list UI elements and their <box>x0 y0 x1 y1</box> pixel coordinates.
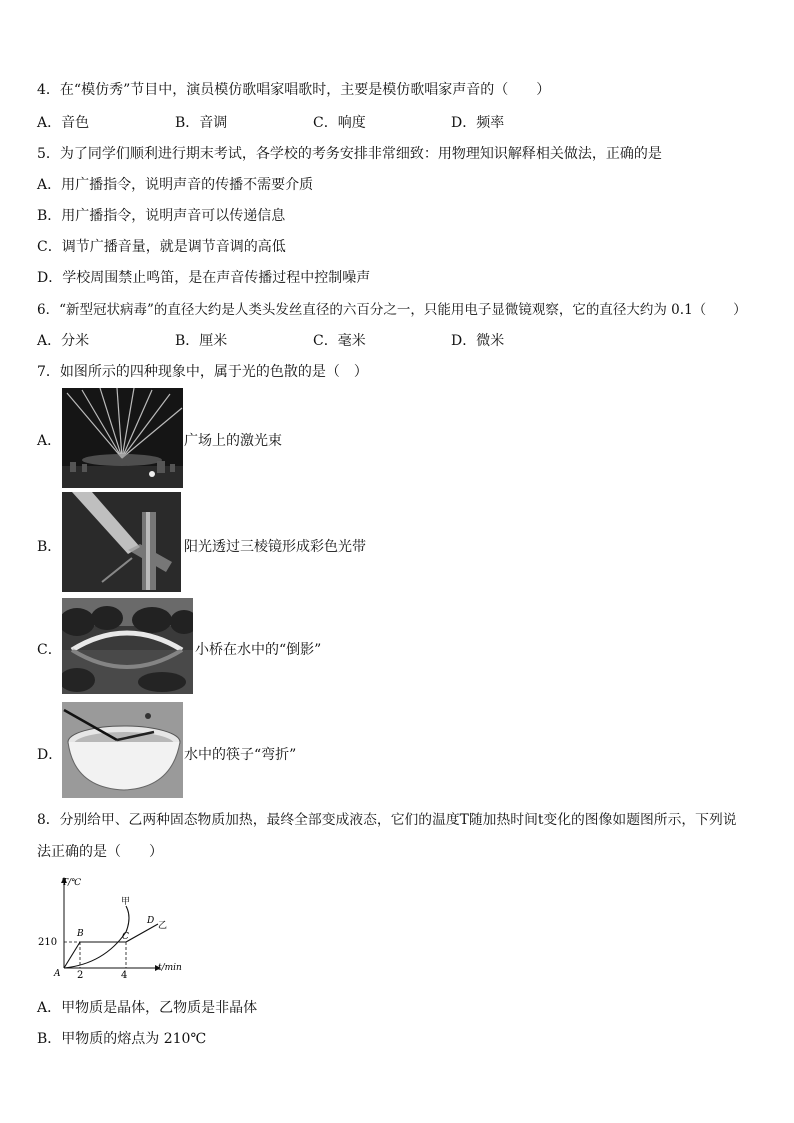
q7-option-b-letter: B． <box>37 539 62 555</box>
q5-option-c: C．调节广播音量，就是调节音调的高低 <box>37 239 286 255</box>
q7-stem: 7．如图所示的四种现象中，属于光的色散的是（ ） <box>37 364 368 380</box>
bridge-reflection-photo <box>62 598 193 694</box>
chopsticks-in-water-photo <box>62 702 183 798</box>
q7-option-a-letter: A． <box>37 433 62 449</box>
y-tick-210: 210 <box>38 937 58 948</box>
q4-options <box>37 113 757 133</box>
q5-option-b: B．用广播指令，说明声音可以传递信息 <box>37 208 286 224</box>
temperature-time-graph <box>34 872 194 980</box>
q7-option-a-caption: 广场上的激光束 <box>184 433 282 449</box>
curve-jia-label: 甲 <box>121 897 131 907</box>
prism-dispersion-photo <box>62 492 181 592</box>
y-axis-label: T/℃ <box>62 878 82 888</box>
laser-beams-photo <box>62 388 183 488</box>
q8-option-a: A．甲物质是晶体，乙物质是非晶体 <box>37 1000 258 1016</box>
q6-options <box>37 331 757 351</box>
q7-option-b-caption: 阳光透过三棱镜形成彩色光带 <box>184 539 366 555</box>
point-b: B <box>77 929 84 939</box>
q8-stem-line2: 法正确的是（ ） <box>37 844 163 860</box>
q4-option-b: B．音调 <box>175 115 228 131</box>
q4-option-d: D．频率 <box>451 115 505 131</box>
q5-option-a: A．用广播指令，说明声音的传播不需要介质 <box>37 177 314 193</box>
q7-option-c-caption: 小桥在水中的“倒影” <box>195 642 322 658</box>
q6-option-b: B．厘米 <box>175 333 228 349</box>
point-c: C <box>122 932 129 942</box>
q6-option-a: A．分米 <box>37 333 90 349</box>
q7-option-d-letter: D． <box>37 747 63 763</box>
q8-stem-line1: 8．分别给甲、乙两种固态物质加热，最终全部变成液态，它们的温度T随加热时间t变化的图像如题图所示，下列说 <box>37 812 737 828</box>
q5-option-d: D．学校周围禁止鸣笛，是在声音传播过程中控制噪声 <box>37 270 371 286</box>
q8-option-b: B．甲物质的熔点为 210℃ <box>37 1031 207 1047</box>
q7-option-c-letter: C． <box>37 642 62 658</box>
curve-yi-label: 乙 <box>158 921 168 931</box>
q6-option-c: C．毫米 <box>313 333 366 349</box>
q6-option-d: D．微米 <box>451 333 505 349</box>
x-axis-label: t/min <box>158 963 182 973</box>
x-tick-2: 2 <box>77 970 84 980</box>
q6-stem: 6．“新型冠状病毒”的直径大约是人类头发丝直径的六百分之一，只能用电子显微镜观察，它的直径大约为 0.1（ ） <box>37 302 747 318</box>
curve-jia <box>64 906 129 968</box>
point-a: A <box>54 969 61 979</box>
point-d: D <box>147 916 155 926</box>
q4-stem: 4．在“模仿秀”节目中，演员模仿歌唱家唱歌时，主要是模仿歌唱家声音的（ ） <box>37 82 551 98</box>
q4-option-c: C．响度 <box>313 115 366 131</box>
q7-option-d-caption: 水中的筷子“弯折” <box>184 747 297 763</box>
q5-stem: 5．为了同学们顺利进行期末考试，各学校的考务安排非常细致：用物理知识解释相关做法，正确的是 <box>37 146 662 162</box>
x-tick-4: 4 <box>121 970 128 980</box>
q4-option-a: A．音色 <box>37 115 90 131</box>
